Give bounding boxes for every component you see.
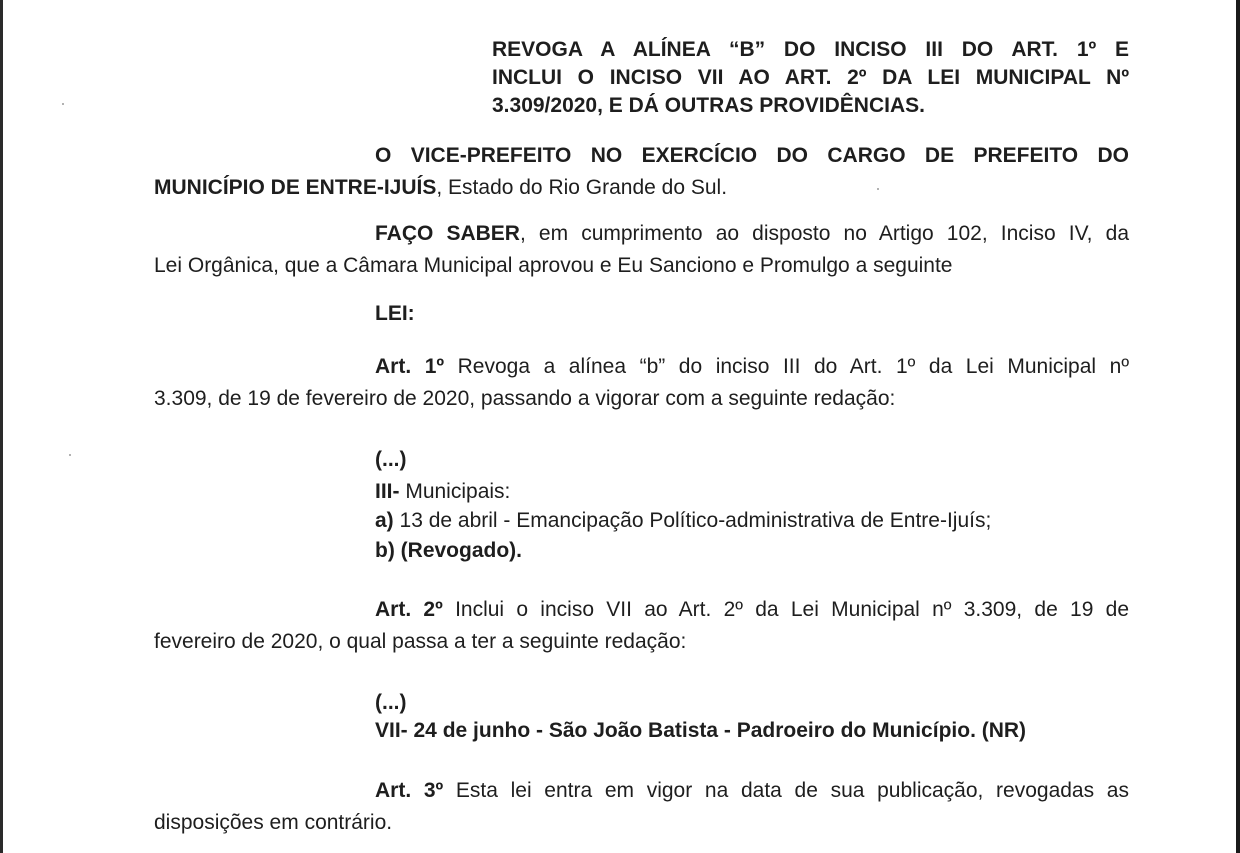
art3-line-1-rest: Esta lei entra em vigor na data de sua publicação, revogadas as <box>443 779 1129 802</box>
art2-label: Art. 2º <box>375 598 443 621</box>
faco-saber-line-1 <box>154 218 1129 250</box>
municipio-name: MUNICÍPIO DE ENTRE-IJUÍS <box>154 176 437 199</box>
art3-line-1 <box>154 775 1129 807</box>
scan-edge-right <box>1236 0 1240 853</box>
alinea-a <box>375 507 991 535</box>
inciso-iii-label: III- <box>375 480 400 503</box>
art2-line-1-rest: Inclui o inciso VII ao Art. 2º da Lei Municipal nº 3.309, de 19 de <box>442 598 1130 621</box>
ementa <box>492 36 1129 120</box>
quote2-ellipsis: (...) <box>375 691 407 714</box>
faco-saber-line-1-rest: , em cumprimento ao disposto no Artigo 102, Inciso IV, da <box>519 222 1129 245</box>
faco-saber-bold: FAÇO SABER <box>375 222 520 245</box>
scan-speck <box>62 103 64 105</box>
article-3 <box>154 775 1129 839</box>
preambulo-line-2-rest: , Estado do Rio Grande do Sul. <box>436 176 728 199</box>
quote1-ellipsis: (...) <box>375 448 407 471</box>
alinea-a-text: 13 de abril - Emancipação Político-administrativa de Entre-Ijuís; <box>393 509 992 532</box>
faco-saber-line-2: Lei Orgânica, que a Câmara Municipal aprovou e Eu Sanciono e Promulgo a seguinte <box>154 254 953 277</box>
inciso-iii-text: Municipais: <box>399 480 511 503</box>
preambulo <box>154 140 1129 204</box>
article-1 <box>154 351 1129 415</box>
alinea-a-label: a) <box>375 509 394 532</box>
scan-edge-left <box>0 0 3 853</box>
preambulo-line-2 <box>154 172 1129 204</box>
alinea-b: b) (Revogado). <box>375 539 522 562</box>
preambulo-line-1: O VICE-PREFEITO NO EXERCÍCIO DO CARGO DE PREFEITO DO <box>375 144 1129 167</box>
art2-line-2: fevereiro de 2020, o qual passa a ter a seguinte redação: <box>154 630 687 653</box>
ementa-line-2: INCLUI O INCISO VII AO ART. 2º DA LEI MUNICIPAL Nº <box>492 66 1129 89</box>
inciso-vii: VII- 24 de junho - São João Batista - Padroeiro do Município. (NR) <box>375 719 1027 742</box>
article-2 <box>154 594 1129 658</box>
art2-line-1 <box>154 594 1129 626</box>
faco-saber <box>154 218 1129 282</box>
art3-label: Art. 3º <box>375 779 444 802</box>
art1-label: Art. 1º <box>375 355 445 378</box>
scan-speck <box>877 188 879 190</box>
art1-line-1 <box>154 351 1129 383</box>
inciso-iii <box>375 478 510 506</box>
art1-line-1-rest: Revoga a alínea “b” do inciso III do Art. 1º da Lei Municipal nº <box>444 355 1129 378</box>
art3-line-2: disposições em contrário. <box>154 811 393 834</box>
ementa-line-3: 3.309/2020, E DÁ OUTRAS PROVIDÊNCIAS. <box>492 94 925 117</box>
art1-line-2: 3.309, de 19 de fevereiro de 2020, passando a vigorar com a seguinte redação: <box>154 387 896 410</box>
lei-label: LEI: <box>375 302 415 325</box>
scan-speck <box>69 454 71 456</box>
ementa-line-1: REVOGA A ALÍNEA “B” DO INCISO III DO ART. 1º E <box>492 38 1129 61</box>
